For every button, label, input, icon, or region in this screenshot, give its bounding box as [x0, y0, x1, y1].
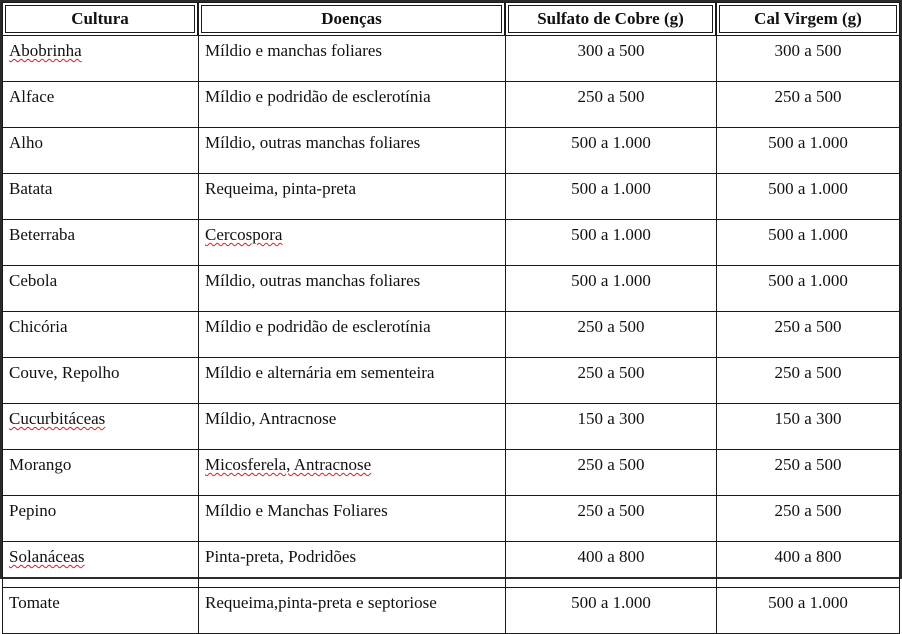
cell-doencas[interactable]: Míldio e manchas foliares: [198, 36, 505, 82]
cell-sulfato[interactable]: 500 a 1.000: [505, 128, 716, 174]
cell-cal[interactable]: 150 a 300: [716, 404, 900, 450]
table-body: [2, 36, 900, 634]
table-row: [2, 450, 900, 496]
cell-cal[interactable]: 500 a 1.000: [716, 128, 900, 174]
table-row: [2, 312, 900, 358]
table-row: [2, 266, 900, 312]
cell-sulfato[interactable]: 250 a 500: [505, 450, 716, 496]
cell-doencas[interactable]: Míldio, outras manchas foliares: [198, 128, 505, 174]
table-row: [2, 174, 900, 220]
cell-sulfato[interactable]: 250 a 500: [505, 496, 716, 542]
cell-sulfato[interactable]: 150 a 300: [505, 404, 716, 450]
cell-cultura[interactable]: Chicória: [2, 312, 198, 358]
cell-sulfato[interactable]: 250 a 500: [505, 82, 716, 128]
header-cal-virgem[interactable]: Cal Virgem (g): [716, 2, 900, 36]
cell-cultura[interactable]: Abobrinha: [2, 36, 198, 82]
header-sulfato-de-cobre[interactable]: Sulfato de Cobre (g): [505, 2, 716, 36]
cell-sulfato[interactable]: 250 a 500: [505, 358, 716, 404]
cell-cal[interactable]: 500 a 1.000: [716, 220, 900, 266]
cell-doencas[interactable]: Míldio, outras manchas foliares: [198, 266, 505, 312]
cell-cal[interactable]: 250 a 500: [716, 82, 900, 128]
cell-cultura[interactable]: Batata: [2, 174, 198, 220]
table-row: [2, 128, 900, 174]
table-row: [2, 496, 900, 542]
table-row: [2, 542, 900, 588]
cell-sulfato[interactable]: 250 a 500: [505, 312, 716, 358]
table-row: [2, 588, 900, 634]
header-cultura[interactable]: Cultura: [2, 2, 198, 36]
cell-doencas[interactable]: Pinta-preta, Podridões: [198, 542, 505, 588]
cell-cal[interactable]: 250 a 500: [716, 312, 900, 358]
cell-cultura[interactable]: Pepino: [2, 496, 198, 542]
cell-doencas[interactable]: Requeima, pinta-preta: [198, 174, 505, 220]
cell-cultura[interactable]: Alho: [2, 128, 198, 174]
cell-cultura[interactable]: Alface: [2, 82, 198, 128]
cell-sulfato[interactable]: 400 a 800: [505, 542, 716, 588]
header-row: [2, 2, 900, 36]
cell-sulfato[interactable]: 500 a 1.000: [505, 266, 716, 312]
cell-doencas[interactable]: Míldio e podridão de esclerotínia: [198, 82, 505, 128]
cell-cal[interactable]: 500 a 1.000: [716, 174, 900, 220]
cell-cultura[interactable]: Cebola: [2, 266, 198, 312]
cell-cal[interactable]: 250 a 500: [716, 358, 900, 404]
cell-cultura[interactable]: Solanáceas: [2, 542, 198, 588]
cell-doencas[interactable]: Míldio e Manchas Foliares: [198, 496, 505, 542]
cell-sulfato[interactable]: 500 a 1.000: [505, 588, 716, 634]
cell-cultura[interactable]: Beterraba: [2, 220, 198, 266]
crop-disease-table: [2, 2, 900, 634]
cell-cultura[interactable]: Tomate: [2, 588, 198, 634]
table-row: [2, 404, 900, 450]
table-row: [2, 358, 900, 404]
cell-sulfato[interactable]: 300 a 500: [505, 36, 716, 82]
cell-doencas[interactable]: Míldio, Antracnose: [198, 404, 505, 450]
table-row: [2, 36, 900, 82]
header-doencas[interactable]: Doenças: [198, 2, 505, 36]
cell-cultura[interactable]: Cucurbitáceas: [2, 404, 198, 450]
cell-cal[interactable]: 500 a 1.000: [716, 266, 900, 312]
cell-cal[interactable]: 300 a 500: [716, 36, 900, 82]
cell-cultura[interactable]: Morango: [2, 450, 198, 496]
cell-sulfato[interactable]: 500 a 1.000: [505, 220, 716, 266]
cell-cal[interactable]: 250 a 500: [716, 450, 900, 496]
cell-doencas[interactable]: Míldio e podridão de esclerotínia: [198, 312, 505, 358]
cell-sulfato[interactable]: 500 a 1.000: [505, 174, 716, 220]
cell-cal[interactable]: 500 a 1.000: [716, 588, 900, 634]
cell-cal[interactable]: 250 a 500: [716, 496, 900, 542]
cell-doencas[interactable]: Míldio e alternária em sementeira: [198, 358, 505, 404]
table-row: [2, 220, 900, 266]
cell-cal[interactable]: 400 a 800: [716, 542, 900, 588]
cell-doencas[interactable]: Cercospora: [198, 220, 505, 266]
cell-doencas[interactable]: Micosferela, Antracnose: [198, 450, 505, 496]
table-row: [2, 82, 900, 128]
cell-doencas[interactable]: Requeima,pinta-preta e septoriose: [198, 588, 505, 634]
cell-cultura[interactable]: Couve, Repolho: [2, 358, 198, 404]
table-header: [2, 2, 900, 36]
